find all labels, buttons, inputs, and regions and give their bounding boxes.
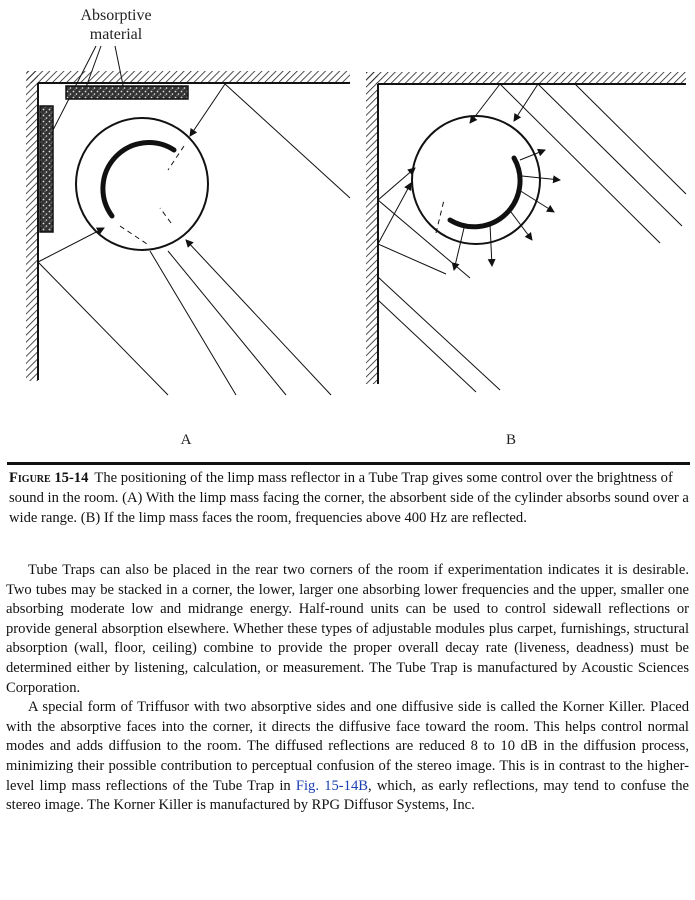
sound-ray xyxy=(225,84,350,198)
sound-ray xyxy=(38,262,168,395)
top-wall-hatch xyxy=(366,72,686,84)
callout-label-line2: material xyxy=(89,26,143,43)
limp-mass-reflector xyxy=(450,158,520,227)
reflection-arrow xyxy=(522,176,560,180)
sound-ray xyxy=(378,200,470,278)
paragraph-text: A special form of Triffusor with two absorptive sides and one diffusive side is called the Korner Killer. Placed with the absorptive faces into the corner, it directs the diffusive face toward the room. This helps control normal modes and adds diffusion to the room. The diffused reflections are reduced 8 to 10 dB in the diffusion process, minimizing their possible contribution to perceptual confusion of the stereo image. This is in contrast to the higher-level limp mass reflections of the Tube Trap in xyxy=(6,699,689,794)
sound-ray xyxy=(150,251,236,395)
sound-ray xyxy=(168,251,286,395)
panel-a xyxy=(26,7,350,448)
tube-trap-cylinder xyxy=(76,118,208,250)
paragraph-text: , which, as early reflections, may tend to confuse the stereo image. The Korner Killer is manufactured by RPG Diffusor Systems, Inc. xyxy=(6,777,689,814)
reflection-arrow xyxy=(519,190,554,212)
reflection-arrow xyxy=(490,224,492,266)
paragraph-korner-killer xyxy=(6,698,689,816)
reflection-arrow xyxy=(508,208,532,240)
sound-ray xyxy=(538,84,682,226)
sound-ray-arrow xyxy=(190,84,225,136)
body-text xyxy=(6,561,689,816)
callout-label-line1: Absorptive xyxy=(80,7,152,24)
figure-reference-link[interactable]: Fig. 15-14B xyxy=(295,777,368,794)
sound-ray-arrow xyxy=(514,84,538,121)
absorptive-panel-top xyxy=(66,86,188,99)
sound-ray xyxy=(575,84,686,194)
sound-ray-dashed xyxy=(436,200,444,233)
sound-ray-arrow xyxy=(38,228,104,262)
paragraph-tube-traps: Tube Traps can also be placed in the rear two corners of the room if experimentation indicates it is desirable. Two tubes may be stacked in a corner, the lower, larger one absorbing lower frequencies and the upper, smaller one absorbing moderate low and midrange energy. Half-round units can be used to control sidewall reflections or provide general absorption elsewhere. Whether these types of adjustable modules plus carpet, furnishings, structural absorption (wall, floor, ceiling) combine to provide the proper overall decay rate (liveness, deadness) must be determined either by listening, calculation, or measurement. The Tube Trap is manufactured by Acoustic Sciences Corporation. xyxy=(6,562,689,696)
left-wall-hatch xyxy=(366,72,378,384)
sound-ray-dashed xyxy=(120,226,150,246)
panel-b-label: B xyxy=(505,432,517,448)
panel-a-label: A xyxy=(180,432,192,448)
caption-text: The positioning of the limp mass reflector in a Tube Trap gives some control over the brightness of sound in the room. (A) With the limp mass facing the corner, the absorbent side of the cylinder absorbs sound over a wide range. (B) If the limp mass faces the room, frequencies above 400 Hz are reflected. xyxy=(9,470,689,526)
sound-ray xyxy=(500,84,660,243)
absorptive-panel-left xyxy=(40,106,53,232)
sound-ray-dashed xyxy=(160,208,171,223)
figure-caption xyxy=(9,468,689,528)
left-wall-hatch xyxy=(26,71,38,381)
reflection-arrow xyxy=(454,228,464,270)
limp-mass-reflector xyxy=(103,143,174,216)
caption-rule xyxy=(7,462,690,465)
sound-ray-arrow xyxy=(378,168,415,200)
top-wall-hatch xyxy=(27,71,350,83)
sound-ray-arrow xyxy=(186,240,331,395)
sound-ray xyxy=(378,300,476,392)
panel-b xyxy=(366,72,686,448)
sound-ray xyxy=(378,277,500,390)
figure-number: Figure 15-14 xyxy=(9,470,89,486)
